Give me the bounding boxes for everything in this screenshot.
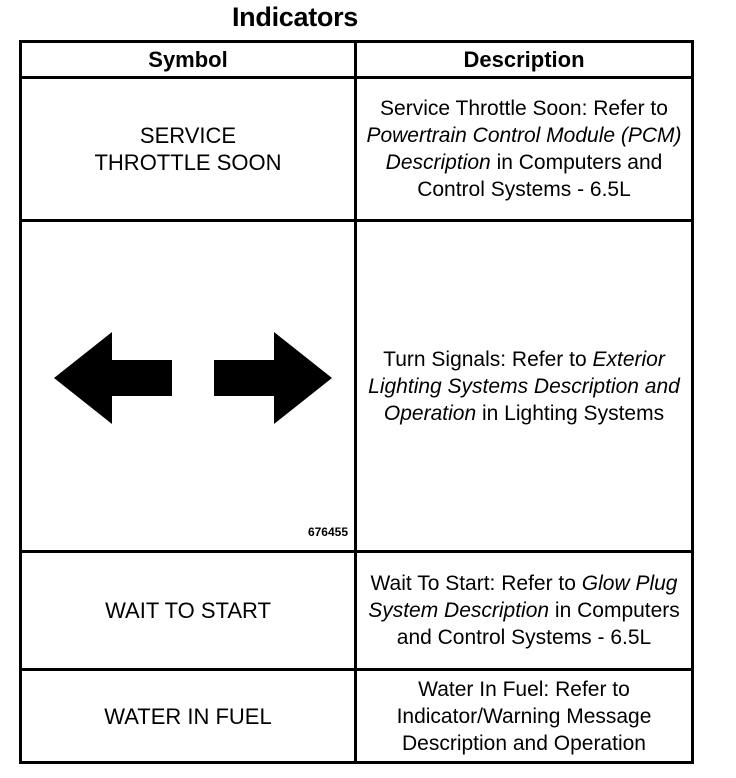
description-column-header: Description (356, 42, 693, 78)
description-cell (356, 221, 693, 552)
description-text: Wait To Start: Refer to (370, 572, 576, 595)
description-reference: Powertrain Control Module (PCM) Description (366, 124, 682, 174)
symbol-text-line: THROTTLE SOON (94, 150, 282, 175)
right-arrow-icon (214, 332, 332, 424)
table-row (21, 221, 693, 552)
description-text: in Computers and Control Systems - 6.5L (396, 599, 680, 649)
table-row (21, 552, 693, 670)
description-reference: Glow Plug System Description (368, 572, 678, 622)
left-arrow-icon (54, 332, 172, 424)
table-row (21, 78, 693, 221)
description-cell (356, 670, 693, 763)
symbol-text: WAIT TO START (105, 598, 271, 623)
description-text: in Lighting Systems (481, 401, 665, 425)
symbol-column-header: Symbol (21, 42, 356, 78)
indicators-table (19, 40, 694, 764)
symbol-text-line: SERVICE (139, 123, 237, 148)
symbol-cell (21, 78, 356, 221)
table-header-row (21, 42, 693, 78)
symbol-cell (21, 552, 356, 670)
symbol-cell (21, 221, 356, 552)
page-title: Indicators (231, 2, 359, 32)
table-row (21, 670, 693, 763)
description-reference: Exterior Lighting Systems Description and Operation (368, 347, 680, 425)
symbol-cell (21, 670, 356, 763)
description-text: in Computers and Control Systems - 6.5L (417, 151, 663, 201)
turn-signal-arrows-icon (54, 332, 332, 424)
description-text: Service Throttle Soon: Refer to (380, 97, 668, 120)
description-text: Turn Signals: Refer to (383, 347, 587, 371)
figure-number: 676455 (307, 525, 348, 539)
symbol-text: WATER IN FUEL (104, 703, 272, 729)
description-text: Water In Fuel: Refer to Indicator/Warning Message Description and Operation (396, 677, 652, 755)
description-cell (356, 552, 693, 670)
description-cell (356, 78, 693, 221)
